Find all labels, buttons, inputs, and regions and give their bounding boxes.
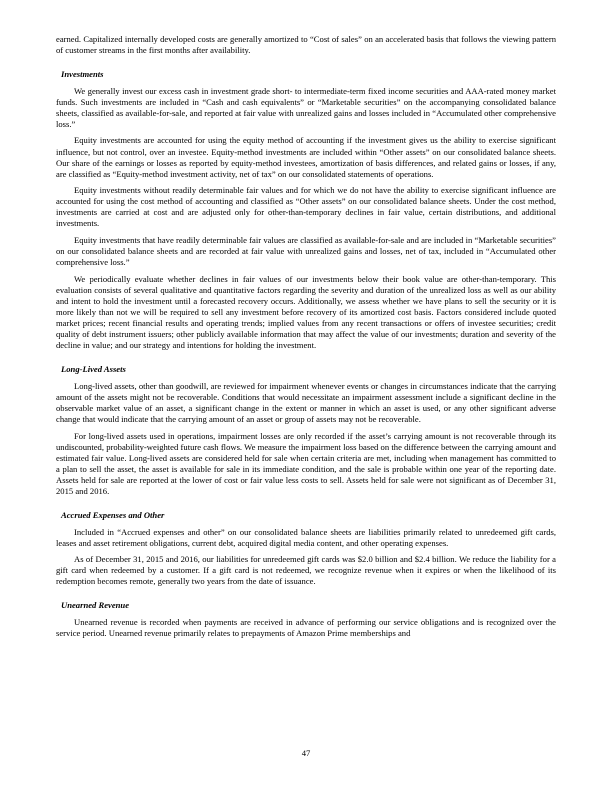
paragraph: For long-lived assets used in operations, impairment losses are only recorded if the asset’s carrying amount is not recoverable through its undiscounted, probability-weighted future cash flows. We measure the impairment loss based on the difference between the carrying amount and estimated fair value. Long-lived assets are considered held for sale when certain criteria are met, including when management has committed to a plan to sell the asset, the asset is available for sale in its immediate condition, and the sale is probable within one year of the reporting date. Assets held for sale are reported at the lower of cost or fair value less costs to sell. Assets held for sale were not significant as of December 31, 2015 and 2016.	[56, 430, 556, 497]
section-heading-unearned-revenue: Unearned Revenue	[61, 600, 130, 611]
paragraph: Equity investments without readily determinable fair values and for which we do not have the ability to exercise significant influence are accounted for using the cost method of accounting and classified as “Other assets” on our consolidated balance sheets. Under the cost method, investments are carried at cost and are adjusted only for other-than-temporary declines in fair value, certain distributions, and additional investments.	[56, 185, 556, 229]
section-heading-long-lived-assets: Long-Lived Assets	[61, 364, 126, 375]
intro-paragraph: earned. Capitalized internally developed costs are generally amortized to “Cost of sales” on an accelerated basis that follows the viewing pattern of customer streams in the first months after availability.	[56, 34, 556, 56]
paragraph: Equity investments that have readily determinable fair values are classified as available-for-sale and are included in “Marketable securities” on our consolidated balance sheets and are recorded at fair value with unrealized gains and losses, net of tax, included in “Accumulated other comprehensive loss.”	[56, 234, 556, 268]
page-number: 47	[301, 748, 311, 758]
paragraph: Equity investments are accounted for using the equity method of accounting if the investment gives us the ability to exercise significant influence, but not control, over an investee. Equity-method investments are included within “Other assets” on our consolidated balance sheets. Our share of the earnings or losses as reported by equity-method investees, amortization of basis differences, and related gains or losses, if any, are classified as “Equity-method investment activity, net of tax” on our consolidated statements of operations.	[56, 135, 556, 179]
paragraph: As of December 31, 2015 and 2016, our liabilities for unredeemed gift cards was $2.0 billion and $2.4 billion. We reduce the liability for a gift card when redeemed by a customer. If a gift card is not redeemed, we recognize revenue when it expires or when the likelihood of its redemption becomes remote, generally two years from the date of issuance.	[56, 554, 556, 587]
paragraph: Long-lived assets, other than goodwill, are reviewed for impairment whenever events or changes in circumstances indicate that the carrying amount of the assets might not be recoverable. Conditions that would necessitate an impairment assessment include a significant decline in the observable market value of an asset, a significant change in the extent or manner in which an asset is used, or any other significant adverse change that would indicate that the carrying amount of an asset or group of assets may not be recoverable.	[56, 380, 556, 425]
paragraph: We periodically evaluate whether declines in fair values of our investments below their book value are other-than-temporary. This evaluation consists of several qualitative and quantitative factors regarding the severity and duration of the unrealized loss as well as our ability and intent to hold the investment until a forecasted recovery occurs. Additionally, we assess whether we have plans to sell the security or it is more likely than not we will be required to sell any investment before recovery of its amortized cost basis. Factors considered include quoted market prices; recent financial results and operating trends; implied values from any recent transactions or offers of investee securities; credit quality of debt instrument issuers; other publicly available information that may affect the value of our investments; duration and severity of the decline in value; and our strategy and intentions for holding the investment.	[56, 273, 556, 351]
paragraph: Included in “Accrued expenses and other” on our consolidated balance sheets are liabilities primarily related to unredeemed gift cards, leases and asset retirement obligations, current debt, acquired digital media content, and other operating expenses.	[56, 526, 556, 548]
section-heading-accrued-expenses: Accrued Expenses and Other	[61, 510, 165, 521]
section-heading-investments: Investments	[61, 69, 104, 80]
paragraph: We generally invest our excess cash in investment grade short- to intermediate-term fixed income securities and AAA-rated money market funds. Such investments are included in “Cash and cash equivalents” or “Marketable securities” on the accompanying consolidated balance sheets, classified as available-for-sale, and reported at fair value with unrealized gains and losses included in “Accumulated other comprehensive loss.”	[56, 85, 556, 129]
paragraph: Unearned revenue is recorded when payments are received in advance of performing our service obligations and is recognized over the service period. Unearned revenue primarily relates to prepayments of Amazon Prime memberships and	[56, 616, 556, 639]
